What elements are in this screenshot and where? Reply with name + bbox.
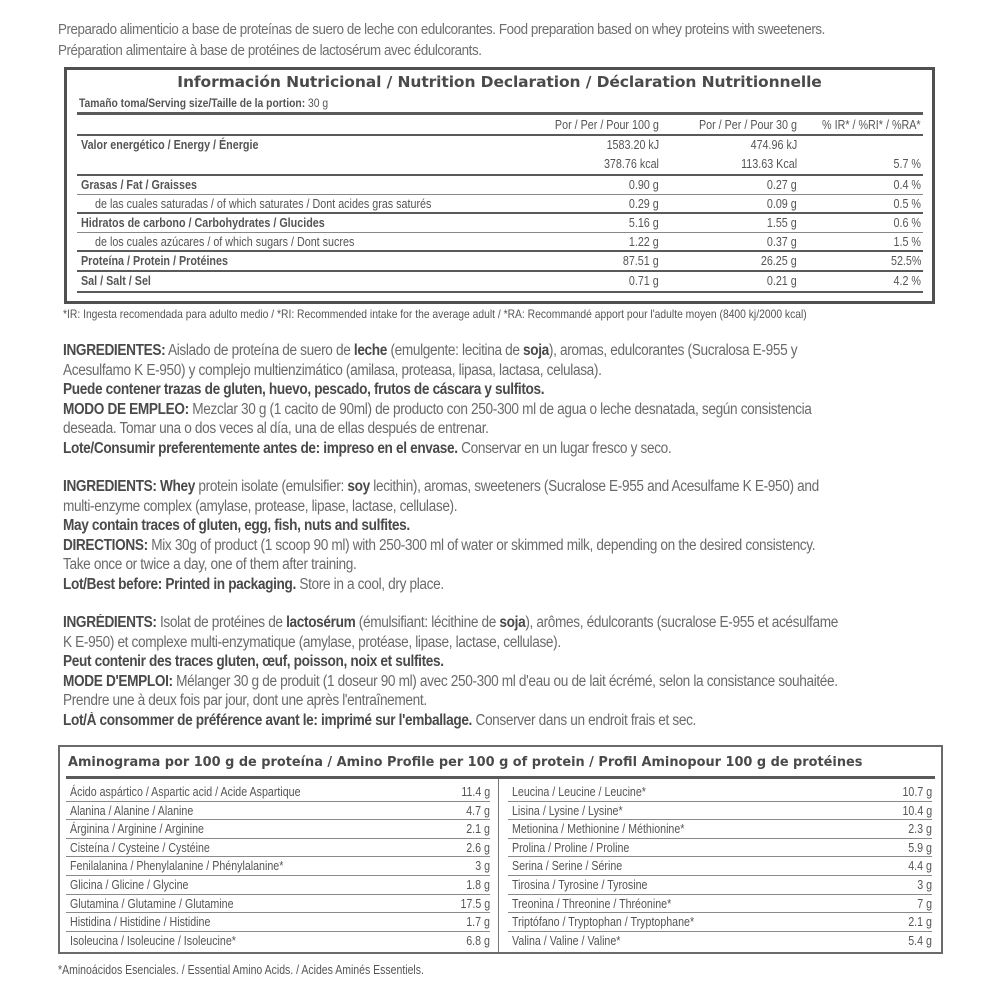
directions-label: MODO DE EMPLEO: [63,400,189,418]
row-per-100g: 0.71 g [629,274,659,288]
directions-label: DIRECTIONS: [63,536,148,554]
french-directions-line-1 [63,672,838,692]
row-ri: 1.5 % [893,235,921,249]
row-ri: 4.2 % [893,274,921,288]
nutrition-row-energy-kcal [77,155,923,173]
row-label: Proteína / Protein / Protéines [81,254,228,268]
amino-acid-value: 17.5 g [460,895,490,911]
amino-acid-value: 3 g [917,876,932,892]
ingredients-label: INGREDIENTES: [63,342,166,359]
amino-acid-name: Isoleucina / Isoleucine / Isoleucine* [70,932,236,948]
row-per-100g: 0.29 g [629,197,659,211]
amino-acid-name: Histidina / Histidine / Histidine [70,914,211,930]
amino-row [508,913,932,932]
amino-row [66,932,490,951]
header-ri: % IR* / %RI* / %RA* [822,118,921,132]
ingredients-label: INGRÉDIENTS: [63,614,157,631]
nutrition-row-protein [77,252,923,270]
amino-acid-value: 4.7 g [466,802,490,818]
spanish-ingredients-line-1 [63,341,830,361]
amino-acid-name: Glicina / Glicine / Glycine [70,876,189,892]
allergen-text: Whey [156,478,195,495]
french-info [63,613,935,731]
french-directions-line-2: Prendre une à deux fois par jour, dont une après l'entraînement. [63,692,427,710]
row-per-100g: 378.76 kcal [604,157,659,171]
row-per-30g: 0.27 g [767,178,797,192]
serving-size-label: Tamaño toma/Serving size/Taille de la portion: [79,96,306,110]
spanish-info [63,341,935,459]
amino-row [66,913,490,932]
french-lot [63,711,830,731]
amino-acid-value: 3 g [475,858,490,874]
amino-row [508,783,932,802]
row-per-100g: 5.16 g [629,216,659,230]
amino-acid-value: 2.6 g [466,839,490,855]
row-per-30g: 0.21 g [767,274,797,288]
product-description [58,20,877,62]
nutrition-row-saturates [77,195,923,213]
amino-acid-name: Leucina / Leucine / Leucine* [512,784,646,799]
row-label: Grasas / Fat / Graisses [81,178,197,192]
amino-acid-value: 10.4 g [902,802,932,818]
french-ingredients-line-1 [63,613,838,633]
amino-acid-name: Valina / Valine / Valine* [512,932,621,948]
text: protein isolate (emulsifier: [194,478,348,495]
text: Mix 30g of product (1 scoop 90 ml) with 250-300 ml of water or skimmed milk, depending on the desired consistency. [147,536,816,554]
allergen-text: soja [499,614,526,631]
header-per-100g: Por / Per / Pour 100 g [555,118,659,132]
english-ingredients-line-2: multi-enzyme complex (amylase, protease, lipase, lactase, cellulase). [63,497,458,515]
row-label: Sal / Salt / Sel [81,274,151,288]
amino-row [508,876,932,895]
amino-row [508,857,932,876]
nutrition-row-salt [77,272,923,290]
row-ri: 0.6 % [893,216,921,230]
row-per-30g: 26.25 g [761,254,797,268]
spanish-directions-line-1 [63,400,830,420]
row-per-100g: 87.51 g [623,254,659,268]
allergen-warning: May contain traces of gluten, egg, fish, nuts and sulfites. [63,517,410,535]
row-ri: 5.7 % [893,157,921,171]
row-label: Valor energético / Energy / Énergie [81,138,259,152]
english-directions-line-1 [63,536,830,556]
divider [77,291,923,293]
text: Isolat de protéines de [156,614,287,631]
directions-label: MODE D'EMPLOI: [63,672,173,690]
row-label: Hidratos de carbono / Carbohydrates / Glucides [81,216,325,230]
column-divider [498,779,499,952]
row-ri: 0.5 % [893,197,921,211]
amino-acid-name: Cisteína / Cysteine / Cystéine [70,839,210,855]
amino-row [66,839,490,858]
amino-profile-title: Aminograma por 100 g de proteína / Amino Profile per 100 g of protein / Profil Aminopour 100 g de protéines [68,754,863,770]
amino-row [66,857,490,876]
allergen-text: leche [353,342,388,359]
storage-text: Store in a cool, dry place. [295,575,444,593]
amino-row [508,895,932,914]
nutrition-row-sugars [77,233,923,251]
amino-acid-value: 1.7 g [466,914,490,930]
amino-row [66,820,490,839]
amino-acid-name: Fenilalanina / Phenylalanine / Phénylalanine* [70,858,284,874]
amino-acid-value: 6.8 g [466,932,490,948]
nutrition-row-fat [77,176,923,194]
amino-acid-name: Ácido aspártico / Aspartic acid / Acide Aspartique [70,784,301,799]
amino-acid-value: 4.4 g [908,858,932,874]
divider [77,112,923,115]
row-per-30g: 113.63 Kcal [741,157,797,171]
amino-acid-name: Lisina / Lysine / Lysine* [512,802,623,818]
lot-label: Lote/Consumir preferentemente antes de: impreso en el envase. [63,439,458,457]
amino-row [66,802,490,821]
text: lecithin), aromas, sweeteners (Sucralose E-955 and Acesulfame K E-950) and [369,478,819,495]
text: Mezclar 30 g (1 cacito de 90ml) de producto con 250-300 ml de agua o leche desnatada, según consistencia [188,400,812,418]
ingredients-label: INGREDIENTS: [63,478,157,495]
header-per-30g: Por / Per / Pour 30 g [699,118,797,132]
text: Mélanger 30 g de produit (1 doseur 90 ml) avec 250-300 ml d'eau ou de lait écrémé, selon la consistance souhaitée. [172,672,838,690]
english-lot [63,575,830,595]
lot-label: Lot/À consommer de préférence avant le: imprimé sur l'emballage. [63,711,473,729]
spanish-ingredients-line-2: Acesulfamo K E-950) y complejo multienzimático (amilasa, proteasa, lipasa, lactasa, celulasa). [63,361,602,379]
divider [66,776,935,779]
amino-row [66,876,490,895]
row-label: de los cuales azúcares / of which sugars / Dont sucres [95,235,355,249]
row-per-30g: 0.09 g [767,197,797,211]
amino-acid-name: Árginina / Arginine / Arginine [70,821,204,837]
amino-acid-value: 5.9 g [908,839,932,855]
row-label: de las cuales saturadas / of which saturates / Dont acides gras saturés [95,197,432,211]
ri-footnote: *IR: Ingesta recomendada para adulto medio / *RI: Recommended intake for the average adult / *RA: Recommandé apport pour l'adulte moyen (8400 kj/2000 kcal) [63,307,807,321]
text: (émulsifiant: lécithine de [355,614,500,631]
amino-left-column [66,783,490,950]
row-per-100g: 1583.20 kJ [606,138,659,152]
amino-right-column [508,783,932,950]
text: (emulgente: lecitina de [387,342,524,359]
amino-row [508,802,932,821]
french-allergens [63,652,830,672]
row-per-100g: 1.22 g [629,235,659,249]
nutrition-row-energy-kj [77,136,923,154]
product-description-line-2: Préparation alimentaire à base de protéines de lactosérum avec édulcorants. [58,43,482,59]
amino-acid-value: 10.7 g [902,784,932,799]
allergen-text: soy [347,478,370,495]
amino-acid-value: 2.1 g [466,821,490,837]
row-per-30g: 1.55 g [767,216,797,230]
spanish-allergens [63,380,830,400]
amino-acid-name: Triptófano / Tryptophan / Tryptophane* [512,914,695,930]
serving-size-value: 30 g [308,96,329,110]
english-ingredients-line-1 [63,477,830,497]
row-ri: 52.5% [890,254,921,268]
allergen-warning: Puede contener trazas de gluten, huevo, pescado, frutos de cáscara y sulfitos. [63,381,545,399]
nutrition-table [64,67,935,304]
amino-acid-value: 1.8 g [466,876,490,892]
amino-acid-name: Prolina / Proline / Proline [512,839,630,855]
storage-text: Conservar en un lugar fresco y seco. [457,439,672,457]
amino-acid-value: 2.1 g [908,914,932,930]
amino-row [66,783,490,802]
serving-size [79,96,328,110]
amino-acid-value: 11.4 g [461,784,490,799]
amino-profile-table [58,745,943,954]
product-description-line-1: Preparado alimenticio a base de proteínas de suero de leche con edulcorantes. Food preparation based on whey proteins with sweeteners. [58,22,825,38]
allergen-text: lactosérum [286,614,356,631]
amino-acid-name: Alanina / Alanine / Alanine [70,802,194,818]
nutrition-title: Información Nutricional / Nutrition Declaration / Déclaration Nutritionnelle [177,73,822,91]
amino-acid-name: Treonina / Threonine / Thréonine* [512,895,672,911]
nutrition-row-carbohydrates [77,214,923,232]
row-per-100g: 0.90 g [629,178,659,192]
storage-text: Conserver dans un endroit frais et sec. [472,711,696,729]
nutrition-header-row [77,116,923,134]
amino-row [508,820,932,839]
english-allergens [63,516,830,536]
row-per-30g: 0.37 g [767,235,797,249]
english-info [63,477,935,595]
allergen-text: soja [523,342,549,359]
amino-acid-value: 7 g [917,895,932,911]
amino-acid-name: Tirosina / Tyrosine / Tyrosine [512,876,648,892]
lot-label: Lot/Best before: Printed in packaging. [63,575,296,593]
amino-acid-name: Metionina / Methionine / Méthionine* [512,821,685,837]
row-ri: 0.4 % [893,178,921,192]
text: Aislado de proteína de suero de [165,342,354,359]
spanish-directions-line-2: deseada. Tomar una o dos veces al día, una de ellas después de entrenar. [63,420,489,438]
english-directions-line-2: Take once or twice a day, one of them after training. [63,556,357,574]
amino-row [508,932,932,951]
text: ), aromas, edulcorantes (Sucralosa E-955 y [548,342,798,359]
essential-amino-footnote: *Aminoácidos Esenciales. / Essential Amino Acids. / Acides Aminés Essentiels. [58,963,424,977]
amino-acid-value: 5.4 g [908,932,932,948]
allergen-warning: Peut contenir des traces gluten, œuf, poisson, noix et sulfites. [63,653,444,671]
amino-row [66,895,490,914]
spanish-lot [63,439,830,459]
text: ), arômes, édulcorants (sucralose E-955 et acésulfame [525,614,838,631]
amino-acid-name: Glutamina / Glutamine / Glutamine [70,895,234,911]
amino-acid-value: 2.3 g [908,821,932,837]
row-per-30g: 474.96 kJ [750,138,797,152]
amino-acid-name: Serina / Serine / Sérine [512,858,623,874]
french-ingredients-line-2: K E-950) et complexe multi-enzymatique (amylase, protéase, lipase, lactase, cellulase). [63,633,561,651]
amino-row [508,839,932,858]
